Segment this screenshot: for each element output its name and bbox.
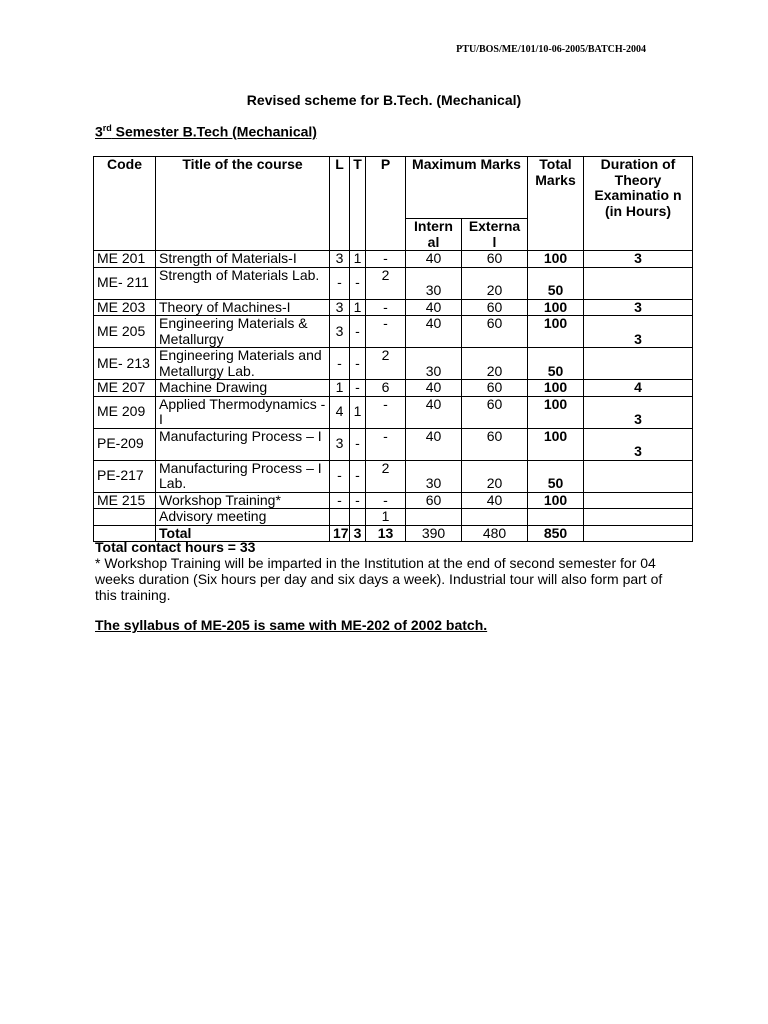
cell-external: 60 bbox=[462, 251, 528, 268]
table-row bbox=[94, 460, 693, 492]
total-internal: 390 bbox=[406, 525, 462, 542]
table-row bbox=[94, 316, 693, 348]
cell-l bbox=[330, 509, 350, 526]
cell-external bbox=[462, 509, 528, 526]
cell-l: 3 bbox=[330, 316, 350, 348]
cell-total: 100 bbox=[528, 396, 584, 428]
cell-title: Advisory meeting bbox=[156, 509, 330, 526]
cell-internal: 40 bbox=[406, 316, 462, 348]
cell-total: 50 bbox=[528, 348, 584, 380]
header-title: Title of the course bbox=[156, 157, 330, 251]
cell-t: - bbox=[350, 380, 366, 397]
cell-p: 2 bbox=[366, 460, 406, 492]
cell-duration: 3 bbox=[584, 251, 693, 268]
cell-t: 1 bbox=[350, 251, 366, 268]
cell-total: 50 bbox=[528, 460, 584, 492]
cell-t: - bbox=[350, 267, 366, 299]
cell-duration bbox=[584, 267, 693, 299]
cell-internal: 40 bbox=[406, 380, 462, 397]
cell-p: - bbox=[366, 492, 406, 509]
cell-total: 100 bbox=[528, 492, 584, 509]
cell-title: Manufacturing Process – I Lab. bbox=[156, 460, 330, 492]
cell-l: 4 bbox=[330, 396, 350, 428]
cell-title: Strength of Materials-I bbox=[156, 251, 330, 268]
header-p: P bbox=[366, 157, 406, 251]
cell-t: - bbox=[350, 460, 366, 492]
header-max-marks: Maximum Marks bbox=[406, 157, 528, 219]
cell-p: 2 bbox=[366, 348, 406, 380]
cell-total: 100 bbox=[528, 428, 584, 460]
cell-title: Workshop Training* bbox=[156, 492, 330, 509]
semester-heading-text: Semester B.Tech (Mechanical) bbox=[111, 123, 317, 140]
cell-t bbox=[350, 509, 366, 526]
cell-external: 60 bbox=[462, 380, 528, 397]
table-row bbox=[94, 299, 693, 316]
cell-p: - bbox=[366, 316, 406, 348]
cell-internal: 40 bbox=[406, 428, 462, 460]
cell-t: 1 bbox=[350, 396, 366, 428]
syllabus-note: The syllabus of ME-205 is same with ME-202 of 2002 batch. bbox=[95, 617, 488, 633]
cell-duration: 4 bbox=[584, 380, 693, 397]
cell-duration: 3 bbox=[584, 316, 693, 348]
table-row bbox=[94, 251, 693, 268]
cell-code: ME 209 bbox=[94, 396, 156, 428]
cell-code: ME 215 bbox=[94, 492, 156, 509]
cell-duration bbox=[584, 509, 693, 526]
header-code: Code bbox=[94, 157, 156, 251]
scheme-table bbox=[93, 156, 693, 542]
header-l: L bbox=[330, 157, 350, 251]
cell-t: - bbox=[350, 428, 366, 460]
cell-title: Theory of Machines-I bbox=[156, 299, 330, 316]
semester-heading bbox=[95, 123, 317, 140]
cell-t: - bbox=[350, 492, 366, 509]
cell-total: 50 bbox=[528, 267, 584, 299]
cell-external: 20 bbox=[462, 348, 528, 380]
total-l: 17 bbox=[330, 525, 350, 542]
cell-p: 1 bbox=[366, 509, 406, 526]
workshop-footnote: * Workshop Training will be imparted in the Institution at the end of second semester for 04 weeks duration (Six hours per day and six days a week). Industrial tour will also form part of this training. bbox=[95, 555, 663, 603]
cell-l: - bbox=[330, 348, 350, 380]
table-row bbox=[94, 509, 693, 526]
header-internal: Intern al bbox=[406, 219, 462, 251]
cell-p: - bbox=[366, 299, 406, 316]
cell-title: Applied Thermodynamics - I bbox=[156, 396, 330, 428]
cell-total: 100 bbox=[528, 380, 584, 397]
cell-duration bbox=[584, 492, 693, 509]
cell-total bbox=[528, 509, 584, 526]
total-marks: 850 bbox=[528, 525, 584, 542]
cell-l: - bbox=[330, 267, 350, 299]
cell-external: 60 bbox=[462, 316, 528, 348]
cell-l: 3 bbox=[330, 428, 350, 460]
cell-external: 60 bbox=[462, 428, 528, 460]
total-p: 13 bbox=[366, 525, 406, 542]
cell-internal: 30 bbox=[406, 348, 462, 380]
page-title: Revised scheme for B.Tech. (Mechanical) bbox=[246, 92, 522, 108]
cell-l: - bbox=[330, 492, 350, 509]
cell-code: ME- 213 bbox=[94, 348, 156, 380]
cell-title: Engineering Materials & Metallurgy bbox=[156, 316, 330, 348]
cell-internal: 40 bbox=[406, 396, 462, 428]
cell-total: 100 bbox=[528, 316, 584, 348]
cell-l: 1 bbox=[330, 380, 350, 397]
header-duration-label: Duration of Theory Examinatio n bbox=[594, 156, 682, 203]
cell-internal: 40 bbox=[406, 251, 462, 268]
cell-title: Strength of Materials Lab. bbox=[156, 267, 330, 299]
cell-external: 60 bbox=[462, 299, 528, 316]
cell-t: - bbox=[350, 348, 366, 380]
notes bbox=[95, 539, 665, 603]
cell-code: ME- 211 bbox=[94, 267, 156, 299]
cell-internal: 60 bbox=[406, 492, 462, 509]
cell-p: - bbox=[366, 396, 406, 428]
cell-l: 3 bbox=[330, 299, 350, 316]
cell-l: - bbox=[330, 460, 350, 492]
table-row bbox=[94, 492, 693, 509]
cell-external: 40 bbox=[462, 492, 528, 509]
semester-ordinal-suffix: rd bbox=[102, 123, 112, 133]
cell-total: 100 bbox=[528, 299, 584, 316]
cell-external: 20 bbox=[462, 267, 528, 299]
cell-duration bbox=[584, 460, 693, 492]
table-row bbox=[94, 380, 693, 397]
header-duration bbox=[584, 157, 693, 251]
cell-code: ME 203 bbox=[94, 299, 156, 316]
header-duration-unit: (in Hours) bbox=[604, 202, 672, 219]
cell-internal: 30 bbox=[406, 267, 462, 299]
cell-internal: 30 bbox=[406, 460, 462, 492]
cell-duration: 3 bbox=[584, 299, 693, 316]
total-t: 3 bbox=[350, 525, 366, 542]
cell-duration: 3 bbox=[584, 428, 693, 460]
header-total-marks: Total Marks bbox=[528, 157, 584, 251]
cell-title: Manufacturing Process – I bbox=[156, 428, 330, 460]
cell-internal bbox=[406, 509, 462, 526]
total-contact-hours: Total contact hours = 33 bbox=[95, 539, 256, 555]
document-reference: PTU/BOS/ME/101/10-06-2005/BATCH-2004 bbox=[456, 44, 646, 55]
cell-code bbox=[94, 509, 156, 526]
cell-external: 20 bbox=[462, 460, 528, 492]
total-label: Total bbox=[156, 525, 330, 542]
header-t: T bbox=[350, 157, 366, 251]
cell-code: ME 205 bbox=[94, 316, 156, 348]
cell-p: - bbox=[366, 428, 406, 460]
cell-l: 3 bbox=[330, 251, 350, 268]
cell-p: 6 bbox=[366, 380, 406, 397]
total-external: 480 bbox=[462, 525, 528, 542]
header-external: Externa l bbox=[462, 219, 528, 251]
cell-t: - bbox=[350, 316, 366, 348]
cell-code: PE-209 bbox=[94, 428, 156, 460]
cell-title: Engineering Materials and Metallurgy Lab. bbox=[156, 348, 330, 380]
cell-code: PE-217 bbox=[94, 460, 156, 492]
cell-duration bbox=[584, 348, 693, 380]
cell-external: 60 bbox=[462, 396, 528, 428]
cell-total: 100 bbox=[528, 251, 584, 268]
cell-t: 1 bbox=[350, 299, 366, 316]
cell-internal: 40 bbox=[406, 299, 462, 316]
cell-code: ME 207 bbox=[94, 380, 156, 397]
cell-title: Machine Drawing bbox=[156, 380, 330, 397]
table-row bbox=[94, 428, 693, 460]
table-row bbox=[94, 396, 693, 428]
cell-code: ME 201 bbox=[94, 251, 156, 268]
semester-ordinal: 3 bbox=[95, 123, 103, 140]
table-row bbox=[94, 267, 693, 299]
cell-p: 2 bbox=[366, 267, 406, 299]
cell-p: - bbox=[366, 251, 406, 268]
table-row bbox=[94, 348, 693, 380]
cell-duration: 3 bbox=[584, 396, 693, 428]
